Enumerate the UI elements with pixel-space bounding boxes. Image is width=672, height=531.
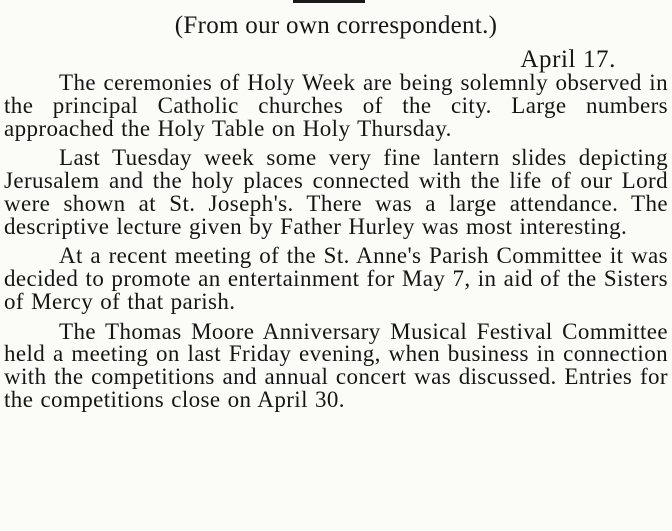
header-rule — [293, 0, 365, 3]
article-body — [4, 72, 668, 412]
byline: (From our own correspondent.) — [174, 12, 498, 39]
dateline: April 17. — [520, 46, 616, 73]
paragraph-st-annes-committee: At a recent meeting of the St. Anne's Parish Committee it was decided to promote an entertainment for May 7, in aid of the Sisters of Mercy of that parish. — [4, 243, 668, 315]
paragraph-holy-week: The ceremonies of Holy Week are being solemnly observed in the principal Catholic churches of the city. Large numbers approached the Holy Table on Holy Thursday. — [4, 70, 668, 141]
paragraph-lantern-slides: Last Tuesday week some very fine lantern slides depicting Jerusalem and the holy places connected with the life of our Lord were shown at St. Joseph's. There was a large attendance. The descriptive lecture given by Father Hurley was most interesting. — [4, 145, 668, 239]
paragraph-thomas-moore-festival: The Thomas Moore Anniversary Musical Festival Committee held a meeting on last Friday evening, when business in connection with the competitions and annual concert was discussed. Entries for the competitions close on April 30. — [4, 318, 668, 413]
